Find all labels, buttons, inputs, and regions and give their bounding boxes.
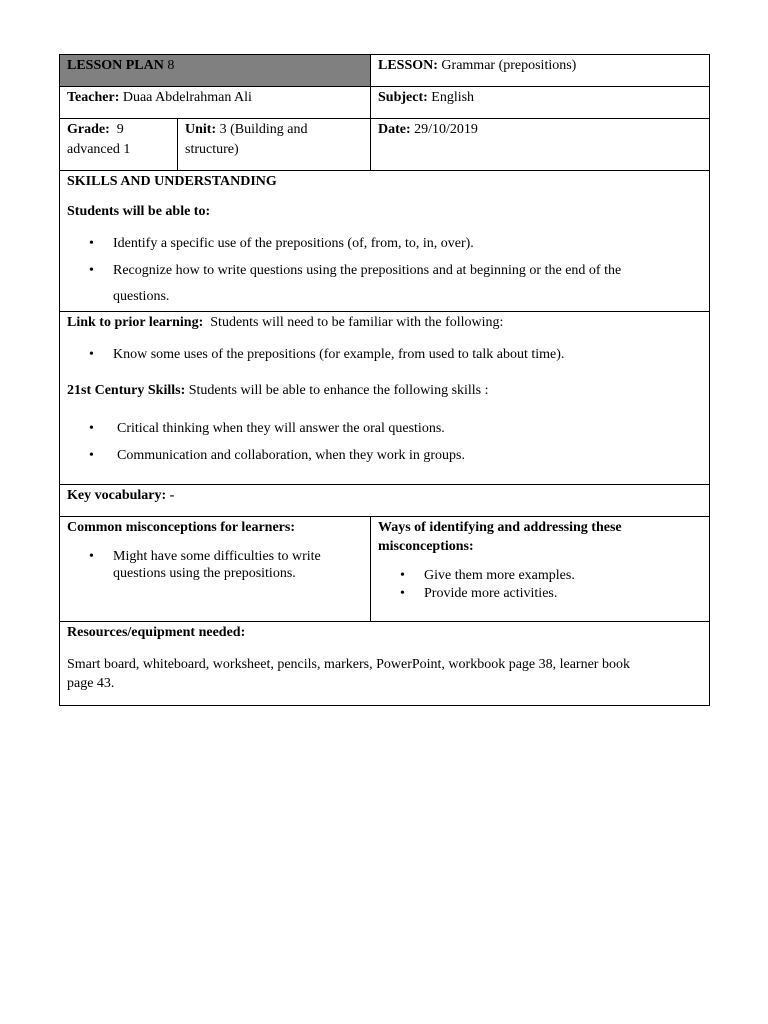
- lesson-plan-label: LESSON PLAN: [67, 58, 164, 73]
- date-cell: [370, 119, 709, 170]
- resources-row: [59, 622, 710, 706]
- list-item: • Give them more examples.: [378, 567, 702, 585]
- teacher-value: Duaa Abdelrahman Ali: [122, 90, 252, 105]
- list-item: • Identify a specific use of the prepositions (of, from, to, in, over).: [67, 234, 702, 261]
- skills-item-continued: questions.: [113, 289, 170, 304]
- subject-cell: [370, 87, 709, 118]
- prior-learning-label: Link to prior learning:: [67, 315, 204, 330]
- resources-text-continued: page 43.: [67, 676, 115, 691]
- date-label: Date:: [378, 122, 411, 137]
- century-skills-list: [67, 419, 702, 465]
- header-row: [59, 54, 710, 87]
- misconceptions-cell: [60, 517, 370, 621]
- teacher-label: Teacher:: [67, 90, 120, 105]
- skills-cell: [60, 171, 709, 311]
- resources-text: Smart board, whiteboard, worksheet, pencils, markers, PowerPoint, workbook page 38, learner book: [67, 657, 630, 672]
- grade-level: advanced 1: [67, 142, 131, 157]
- teacher-cell: [60, 87, 370, 118]
- lesson-plan-number: 8: [167, 58, 175, 73]
- unit-cell: [177, 119, 370, 170]
- grade-cell: [60, 119, 177, 170]
- unit-label: Unit:: [185, 122, 217, 137]
- list-item: • Critical thinking when they will answer the oral questions.: [67, 419, 702, 446]
- vocabulary-row: [59, 485, 710, 517]
- unit-value-continued: structure): [185, 142, 239, 157]
- prior-learning-list: [67, 345, 702, 381]
- addressing-list: [378, 567, 702, 603]
- addressing-heading-continued: misconceptions:: [378, 539, 474, 554]
- list-item: • Might have some difficulties to write: [67, 548, 363, 565]
- prior-learning-row: [59, 312, 710, 485]
- teacher-row: [59, 87, 710, 119]
- skills-list: [67, 234, 702, 287]
- grade-label: Grade:: [67, 122, 110, 137]
- subject-value: English: [431, 90, 475, 105]
- details-row: [59, 119, 710, 171]
- misconceptions-list: [67, 548, 363, 565]
- subject-label: Subject:: [378, 90, 428, 105]
- addressing-heading: Ways of identifying and addressing these: [378, 520, 622, 535]
- grade-value: 9: [116, 122, 124, 137]
- lesson-plan-table: [59, 54, 710, 706]
- resources-heading: Resources/equipment needed:: [67, 625, 246, 640]
- skills-heading: SKILLS AND UNDERSTANDING: [67, 174, 277, 189]
- vocabulary-cell: [60, 485, 709, 516]
- lesson-label: LESSON:: [378, 58, 438, 73]
- lesson-plan-cell: [60, 55, 370, 86]
- vocabulary-label: Key vocabulary: -: [67, 488, 175, 503]
- addressing-cell: [370, 517, 709, 621]
- resources-cell: [60, 622, 709, 705]
- unit-value: 3 (Building and: [219, 122, 308, 137]
- list-item: • Communication and collaboration, when they work in groups.: [67, 446, 702, 465]
- century-skills-text: Students will be able to enhance the following skills :: [188, 383, 489, 398]
- list-item: • Know some uses of the prepositions (for example, from used to talk about time).: [67, 345, 702, 364]
- misconceptions-heading: Common misconceptions for learners:: [67, 520, 295, 535]
- list-item: • Provide more activities.: [378, 585, 702, 603]
- date-value: 29/10/2019: [414, 122, 478, 137]
- prior-learning-text: Students will need to be familiar with the following:: [210, 315, 504, 330]
- lesson-cell: [370, 55, 709, 86]
- misconceptions-row: [59, 517, 710, 622]
- prior-learning-cell: [60, 312, 709, 484]
- skills-subheading: Students will be able to:: [67, 204, 211, 219]
- misconceptions-item-continued: questions using the prepositions.: [113, 566, 296, 581]
- lesson-value: Grammar (prepositions): [441, 58, 577, 73]
- century-skills-label: 21st Century Skills:: [67, 383, 186, 398]
- skills-row: [59, 171, 710, 312]
- list-item: • Recognize how to write questions using the prepositions and at beginning or the end of the: [67, 261, 702, 287]
